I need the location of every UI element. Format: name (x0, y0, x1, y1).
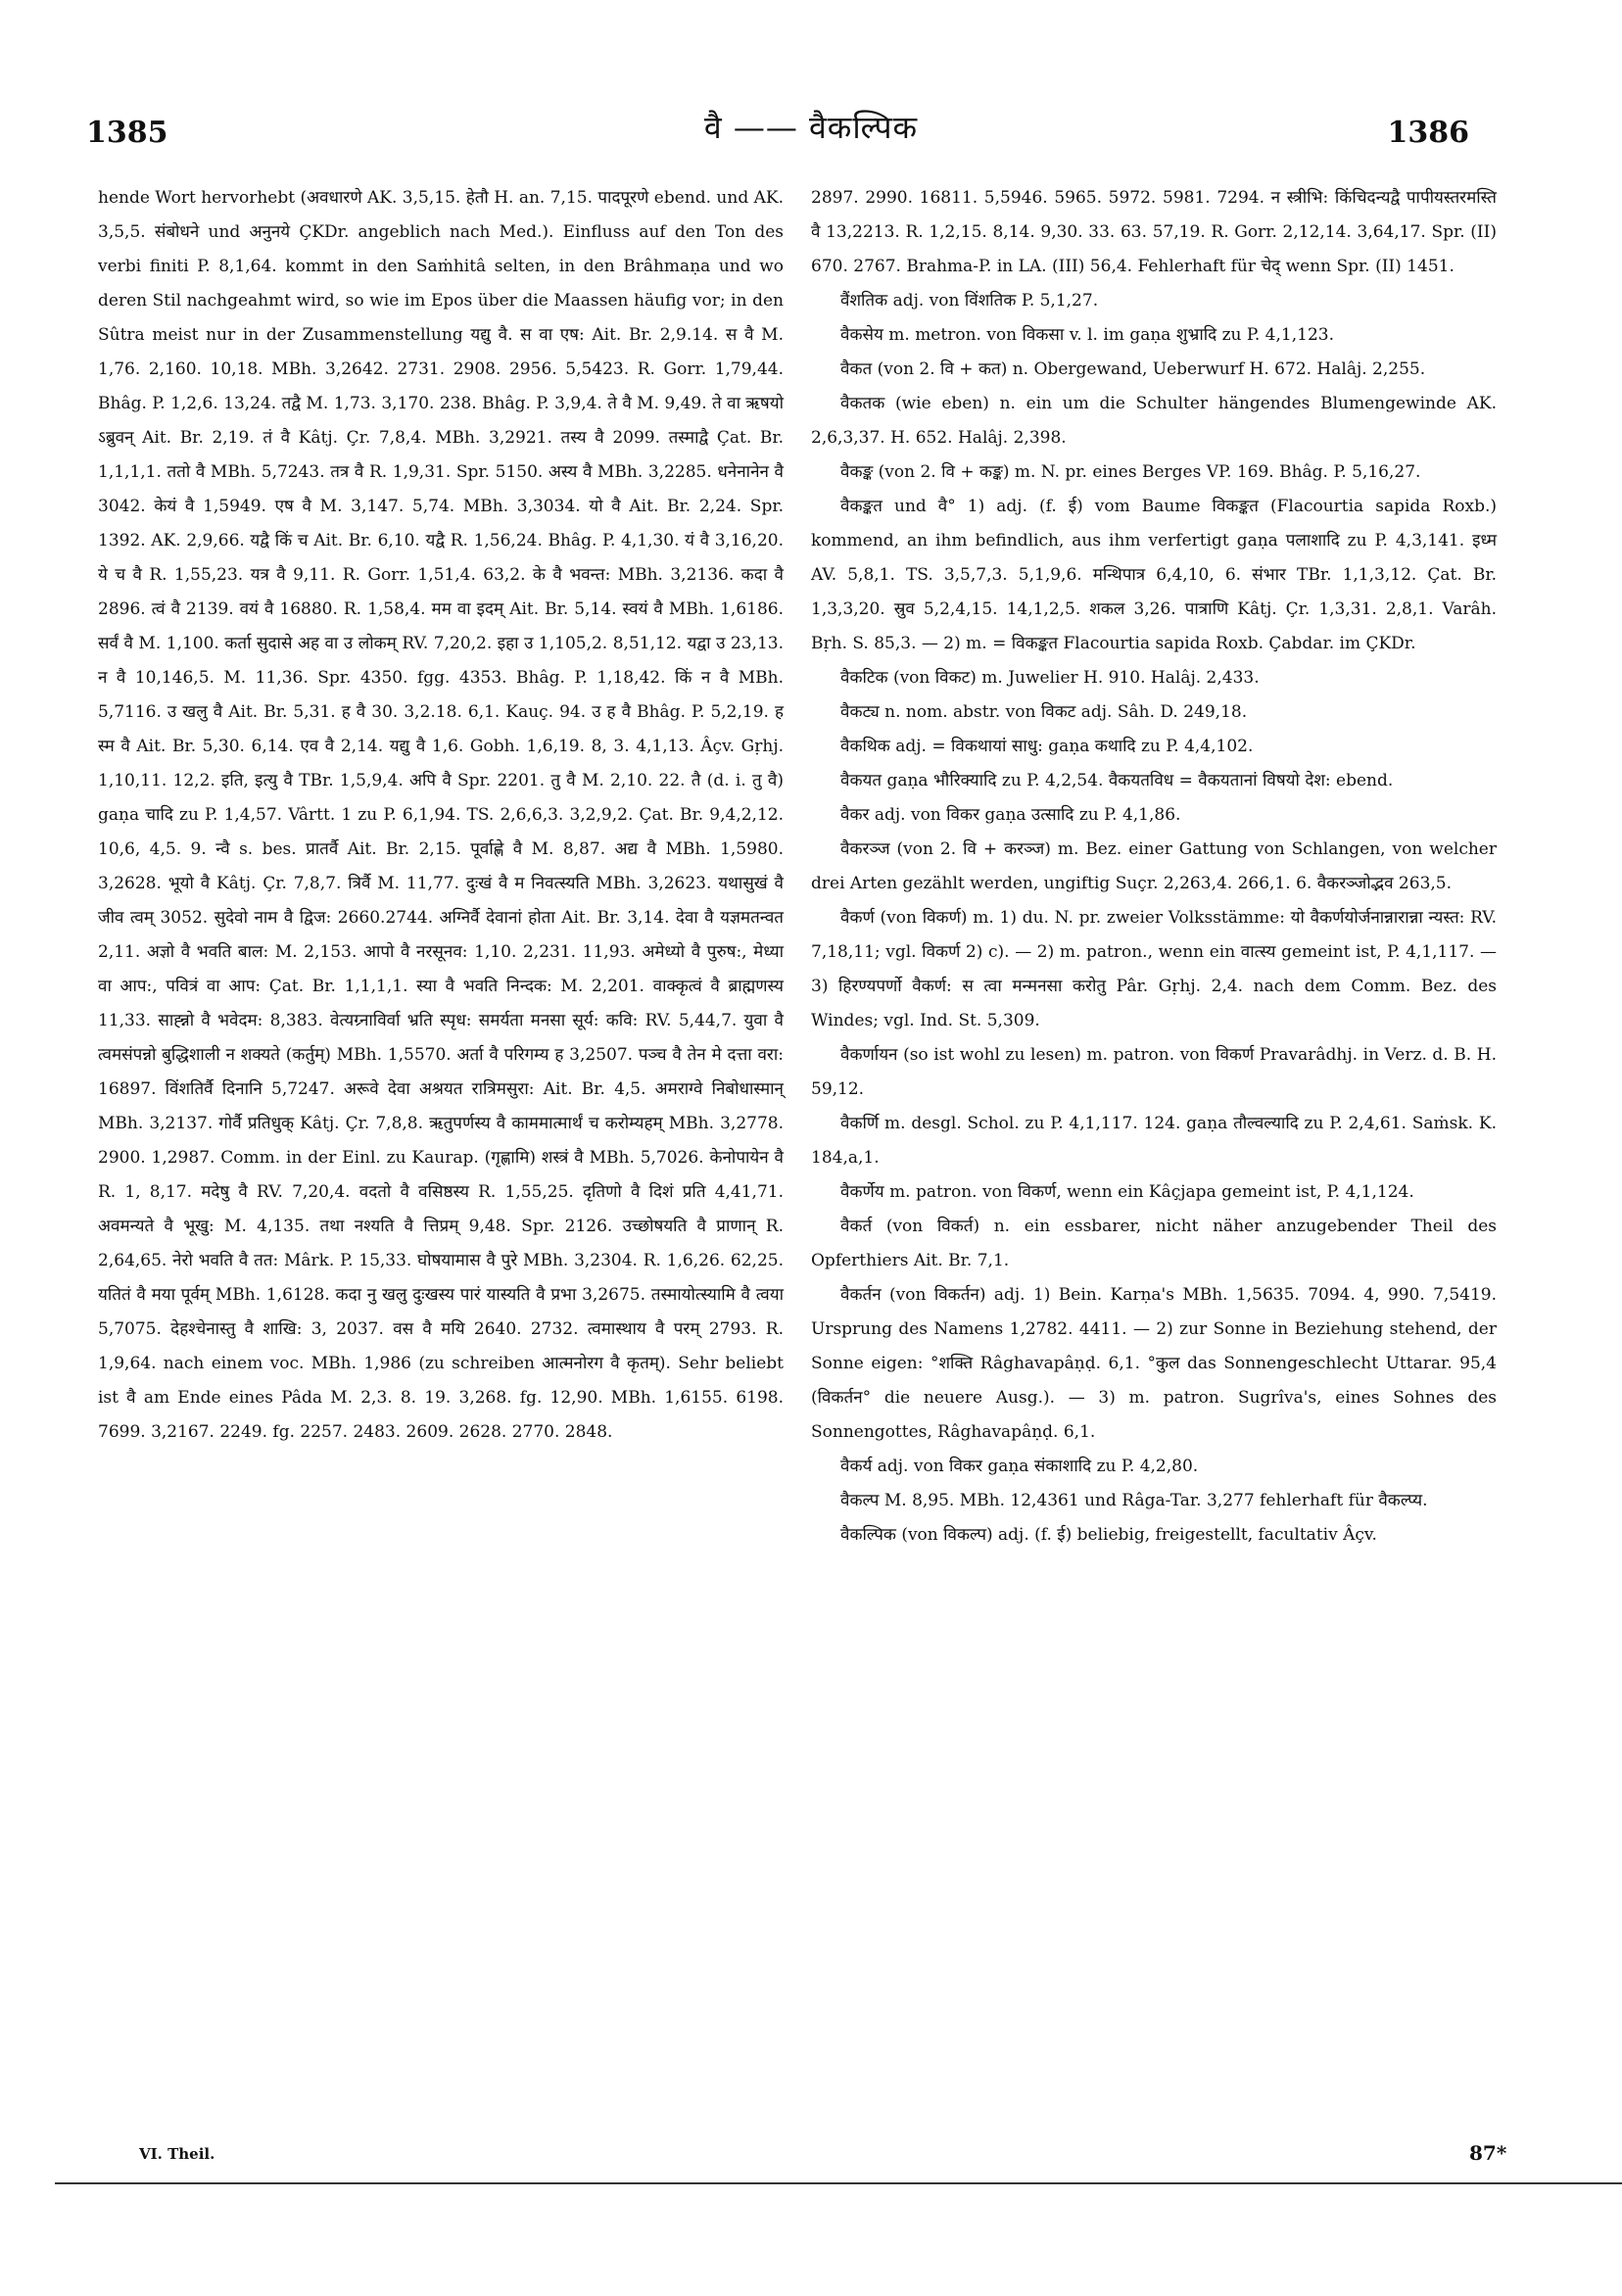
left-column (98, 181, 784, 1450)
dictionary-entry: वैकर्य adj. von विकर gaṇa संकाशादि zu P. 4,2,80. (840, 1457, 1199, 1476)
left-page-number: 1385 (86, 116, 168, 150)
dictionary-entry: वैकथिक adj. = विकथायां साधु: gaṇa कथादि zu P. 4,4,102. (840, 737, 1254, 756)
right-column (811, 181, 1497, 1553)
dictionary-entry: वैकर्तन (von विकर्तन) adj. 1) Bein. Karṇa's MBh. 1,5635. 7094. 4, 990. 7,5419. Ursprung des Namens 1,2782. 4411. — 2) zur Sonne in Beziehung stehend, der Sonne eigen: °शक्ति Râghavapâṇḍ. 6,1. °कुल das Sonnengeschlecht Uttarar. 95,4 (विकर्तन° die neuere Ausg.). — 3) m. patron. Sugrîva's, eines Sohnes des Sonnengottes, Râghavapâṇḍ. 6,1. (811, 1285, 1497, 1442)
dictionary-entry: वैकतक (wie eben) n. ein um die Schulter hängendes Blumengewinde AK. 2,6,3,37. H. 652. Halâj. 2,398. (811, 394, 1497, 448)
dictionary-entry: वैकल्प M. 8,95. MBh. 12,4361 und Râga-Tar. 3,277 fehlerhaft für वैकल्प्य. (840, 1491, 1428, 1510)
dictionary-entry: वैकर्त (von विकर्त) n. ein essbarer, nicht näher anzugebender Theil des Opferthiers Ait. Br. 7,1. (811, 1217, 1497, 1270)
bottom-rule (55, 2182, 1622, 2184)
dictionary-entry: वैकयत gaṇa भौरिक्यादि zu P. 4,2,54. वैकयतविध = वैकयतानां विषयो देश: ebend. (840, 771, 1394, 790)
sheet-mark: 87* (1469, 2141, 1507, 2165)
dictionary-entry: वैकटिक (von विकट) m. Juwelier H. 910. Halâj. 2,433. (840, 668, 1260, 688)
dictionary-entry: वैकरञ्ज (von 2. वि + करञ्ज) m. Bez. einer Gattung von Schlangen, von welcher drei Arten gezählt werden, ungiftig Suçr. 2,263,4. 266,1. 6. वैकरञ्जोद्भव 263,5. (811, 839, 1497, 893)
right-page-number: 1386 (1387, 116, 1469, 150)
dictionary-entry: वैकसेय m. metron. von विकसा v. l. im gaṇa शुभ्रादि zu P. 4,1,123. (840, 325, 1334, 345)
running-head: वै —— वैकल्पिक (703, 109, 919, 146)
dictionary-entry: वैंशतिक adj. von विंशतिक P. 5,1,27. (840, 291, 1099, 311)
dictionary-entry: वैकत (von 2. वि + कत) n. Obergewand, Ueberwurf H. 672. Halâj. 2,255. (840, 359, 1426, 379)
dictionary-entry: वैकर adj. von विकर gaṇa उत्सादि zu P. 4,1,86. (840, 805, 1181, 825)
dictionary-entry: वैकर्ण (von विकर्ण) m. 1) du. N. pr. zweier Volksstämme: यो वैकर्णयोर्जनान्नारान्ना न्यस्त: RV. 7,18,11; vgl. विकर्ण 2) c). — 2) m. patron., wenn ein वात्स्य gemeint ist, P. 4,1,117. — 3) हिरण्यपर्णो वैकर्ण: स त्वा मन्मनसा करोतु Pâr. Gṛhj. 2,4. nach dem Comm. Bez. des Windes; vgl. Ind. St. 5,309. (811, 908, 1497, 1030)
dictionary-entry: वैकर्णि m. desgl. Schol. zu P. 4,1,117. 124. gaṇa तौल्वल्यादि zu P. 2,4,61. Saṁsk. K. 184,a,1. (811, 1114, 1497, 1168)
signature-mark: VI. Theil. (139, 2145, 215, 2163)
dictionary-entry: वैकर्णेय m. patron. von विकर्ण, wenn ein Kâçjapa gemeint ist, P. 4,1,124. (840, 1182, 1414, 1202)
dictionary-entry: वैकङ्कत und वै° 1) adj. (f. ई) vom Baume विकङ्कत (Flacourtia sapida Roxb.) kommend, an ihm befindlich, aus ihm verfertigt gaṇa पलाशादि zu P. 4,3,141. इध्म AV. 5,8,1. TS. 3,5,7,3. 5,1,9,6. मन्थिपात्र 6,4,10, 6. संभार TBr. 1,1,3,12. Çat. Br. 1,3,3,20. स्रुव 5,2,4,15. 14,1,2,5. शकल 3,26. पात्राणि Kâtj. Çr. 1,3,31. 2,8,1. Varâh. Bṛh. S. 85,3. — 2) m. = विकङ्कत Flacourtia sapida Roxb. Çabdar. im ÇKDr. (811, 497, 1497, 653)
dictionary-entry: वैकट्य n. nom. abstr. von विकट adj. Sâh. D. 249,18. (840, 702, 1248, 722)
left-paragraph: hende Wort hervorhebt (अवधारणे AK. 3,5,15. हेतौ H. an. 7,15. पादपूरणे ebend. und AK. 3,5,5. संबोधने und अनुनये ÇKDr. angeblich nach Med.). Einfluss auf den Ton des verbi finiti P. 8,1,64. kommt in den Saṁhitâ selten, in den Brâhmaṇa und wo deren Stil nachgeahmt wird, so wie im Epos über die Maassen häufig vor; in den Sûtra meist nur in der Zusammenstellung यद्यु वै. स वा एष: Ait. Br. 2,9.14. स वै M. 1,76. 2,160. 10,18. MBh. 3,2642. 2731. 2908. 2956. 5,5423. R. Gorr. 1,79,44. Bhâg. P. 1,2,6. 13,24. तद्वै M. 1,73. 3,170. 238. Bhâg. P. 3,9,4. ते वै M. 9,49. ते वा ऋषयो ऽब्रुवन् Ait. Br. 2,19. तं वै Kâtj. Çr. 7,8,4. MBh. 3,2921. तस्य वै 2099. तस्माद्वै Çat. Br. 1,1,1,1. ततो वै MBh. 5,7243. तत्र वै R. 1,9,31. Spr. 5150. अस्य वै MBh. 3,2285. धनेनानेन वै 3042. केयं वै 1,5949. एष वै M. 3,147. 5,74. MBh. 3,3034. यो वै Ait. Br. 2,24. Spr. 1392. AK. 2,9,66. यद्वै किं च Ait. Br. 6,10. यद्वै R. 1,56,24. Bhâg. P. 4,1,30. यं वै 3,16,20. ये च वै R. 1,55,23. यत्र वै 9,11. R. Gorr. 1,51,4. 63,2. के वै भवन्त: MBh. 3,2136. कदा वै 2896. त्वं वै 2139. वयं वै 16880. R. 1,58,4. मम वा इदम् Ait. Br. 5,14. स्वयं वै MBh. 1,6186. सर्वं वै M. 1,100. कर्ता सुदासे अह वा उ लोकम् RV. 7,20,2. इहा उ 1,105,2. 8,51,12. यद्वा उ 23,13. न वै 10,146,5. M. 11,36. Spr. 4350. fgg. 4353. Bhâg. P. 1,18,42. किं न वै MBh. 5,7116. उ खलु वै Ait. Br. 5,31. ह वै 30. 3,2.18. 6,1. Kauç. 94. उ ह वै Bhâg. P. 5,2,19. ह स्म वै Ait. Br. 5,30. 6,14. एव वै 2,14. यद्यु वै 1,6. Gobh. 1,6,19. 8, 3. 4,1,13. Âçv. Gṛhj. 1,10,11. 12,2. इति, इत्यु वै TBr. 1,5,9,4. अपि वै Spr. 2201. तु वै M. 2,10. 22. तै (d. i. तु वै) gaṇa चादि zu P. 1,4,57. Vârtt. 1 zu P. 6,1,94. TS. 2,6,6,3. 3,2,9,2. Çat. Br. 9,4,2,12. 10,6, 4,5. 9. न्वै s. bes. प्रातर्वै Ait. Br. 2,15. पूर्वाह्णे वै M. 8,87. अद्य वै MBh. 1,5980. 3,2628. भूयो वै Kâtj. Çr. 7,8,7. त्रिर्वै M. 11,77. दुःखं वै म निवत्स्यति MBh. 3,2623. यथासुखं वै जीव त्वम् 3052. सुदेवो नाम वै द्विज: 2660.2744. अग्निर्वै देवानां होता Ait. Br. 3,14. देवा वै यज्ञमतन्वत 2,11. अज्ञो वै भवति बाल: M. 2,153. आपो वै नरसूनव: 1,10. 2,231. 11,93. अमेध्यो वै पुरुष:, मेध्या वा आप:, पवित्रं वा आप: Çat. Br. 1,1,1,1. स्या वै भवति निन्दक: M. 2,201. वाक्कृत्वं वै ब्राह्मणस्य 11,33. साह्न्नो वै भवेदम: 8,383. वेत्यग्र्नाविर्वा भ्रति स्पृध: समर्यता मनसा सूर्य: कवि: RV. 5,44,7. युवा वै त्वमसंपन्नो बुद्धिशाली न शक्यते (कर्तुम्) MBh. 1,5570. अर्ता वै परिगम्य ह 3,2507. पञ्च वै तेन मे दत्ता वरा: 16897. विंशतिर्वै दिनानि 5,7247. अरूवे देवा अश्रयत रात्रिमसुरा: Ait. Br. 4,5. अमराग्वे निबोधास्मान् MBh. 3,2137. गोर्वै प्रतिधुक् Kâtj. Çr. 7,8,8. ऋतुपर्णस्य वै काममात्मार्थं च करोम्यहम् MBh. 3,2778. 2900. 1,2987. Comm. in der Einl. zu Kaurap. (गृह्णामि) शस्त्रं वै MBh. 5,7026. केनोपायेन वै R. 1, 8,17. मदेषु वै RV. 7,20,4. वदतो वै वसिष्ठस्य R. 1,55,25. दृतिणो वै दिशं प्रति 4,41,71. अवमन्यते वै भूखु: M. 4,135. तथा नश्यति वै त्तिप्रम् 9,48. Spr. 2126. उच्छोषयति वै प्राणान् R. 2,64,65. नेरो भवति वै तत: Mârk. P. 15,33. घोषयामास वै पुरे MBh. 3,2304. R. 1,6,26. 62,25. यतितं वै मया पूर्वम् MBh. 1,6128. कदा नु खलु दुःखस्य पारं यास्यति वै प्रभा 3,2675. तस्मायोत्स्यामि वै त्वया 5,7075. देहश्चेनास्तु वै शाखि: 3, 2037. वस वै मयि 2640. 2732. त्वमास्थाय वै परम् 2793. R. 1,9,64. nach einem voc. MBh. 1,986 (zu schreiben आत्मनोरग वै कृतम्). Sehr beliebt ist वै am Ende eines Pâda M. 2,3. 8. 19. 3,268. fg. 12,90. MBh. 1,6155. 6198. 7699. 3,2167. 2249. fg. 2257. 2483. 2609. 2628. 2770. 2848. (98, 188, 784, 1442)
dictionary-entry: वैकर्णायन (so ist wohl zu lesen) m. patron. von विकर्ण Pravarâdhj. in Verz. d. B. H. 59,12. (811, 1045, 1497, 1099)
dictionary-entry: वैकङ्क (von 2. वि + कङ्क) m. N. pr. eines Berges VP. 169. Bhâg. P. 5,16,27. (840, 462, 1421, 482)
right-paragraph: 2897. 2990. 16811. 5,5946. 5965. 5972. 5981. 7294. न स्त्रीभि: किंचिदन्यद्वै पापीयस्तरमस्ति वै 13,2213. R. 1,2,15. 8,14. 9,30. 33. 63. 57,19. R. Gorr. 2,12,14. 3,64,17. Spr. (II) 670. 2767. Brahma-P. in LA. (III) 56,4. Fehlerhaft für चेद् wenn Spr. (II) 1451. (811, 188, 1497, 276)
dictionary-entry: वैकल्पिक (von विकल्प) adj. (f. ई) beliebig, freigestellt, facultativ Âçv. (840, 1525, 1377, 1545)
